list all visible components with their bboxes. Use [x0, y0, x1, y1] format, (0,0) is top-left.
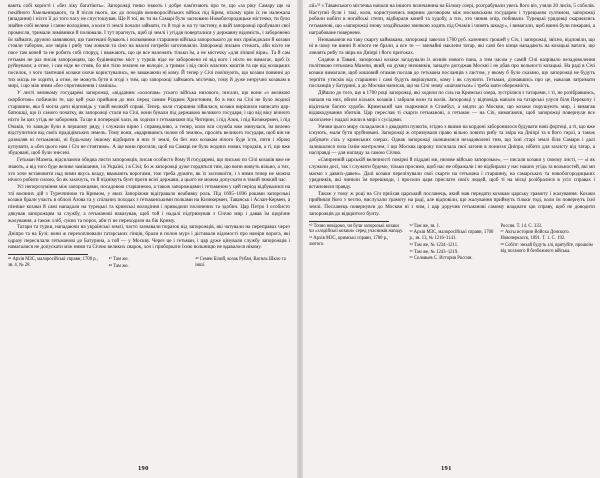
paragraph: Сидячи в Тавані, запорозькі козаки загадували із ясинів нового пана, а тим часом у самій Січі назрівало незадоволення політикою гетьмана Мазепи, який, на думку низовиків, занадто догоджав Москві і не дбав про вольності козацькі. На раді в Січі козаки вимагали, щоб кошовий отаман послав до гетьмана посланців з листом, у якому б було сказано, що запорожці не будуть терпіти утисків від старшини і самі будуть вирішувати, кому і як служити. Гетьман, дізнавшись про це, наказав затримати посланців у Батурині, а до Москви написав, що на Січі знову «шатаються» і треба мати обережність.	[309, 56, 595, 90]
footnote-column	[501, 224, 595, 264]
left-page	[0, 0, 296, 478]
footnote: ⁵¹ Архів МЗС, кримські справи, 1700 р., лютого.	[309, 236, 389, 247]
paragraph: Усі непорозуміння між запорожцями, посадовою старшиною, а також запорожцями і гетьманом у цей період відбувалися на тлі воєнних дій з Туреччиною та Кримом, у яких Запоріжжя відігравало неабияку роль. Під 1695–1696 роками запорозькі козаки брали участь в облозі Азова та у спільних походах з гетьманськими полками на Кизикермен, Таванськ і Аслан-Кермен, а пізніше козаки й самі нападали на турецькі та кримські володіння і приводили полонених та здобич. Цар Петро І особисто дякував запорожцям за службу, а гетьманові наказував, щоб той і надалі підтримував з Січчю мир і давав їм щорічне жалування, а також хліб, сукно та порох, аби ті не переходили на бік Криму.	[8, 183, 290, 224]
footnote-divider	[309, 221, 389, 222]
footnote: ⁵⁵ Там же, № 1243–1219.	[409, 249, 459, 255]
left-footnotes	[8, 257, 290, 271]
paragraph: вають собі користі і «без ліку багатіють». Запорожці тонко знають і добре пам'ятають про те, що «за ріку Самару ще за покійного Хмельницького, та й після нього, аж до походів великоросійських військ під Крим, ніхому крім їх не належала (впадання) і ніхто її до того часу не спустошував. Ще й тої, як ти на Самарі було засновано Новобогородицьке містечко, ти було знайне собі велике і ганне володіння, а коли ті землі почали займати, то й тоді ж на ту частину, в якій запорожці пробували свої промисли, тримали зимівники й полювали. І тут прагнуть, щоб ці землі і угіддя поверталися у державну відомість, і заборонено їм займати, дружно заявляючи, що тамтешні бувають і полковники старшини війська запорозького до них приїжджали й козаки стояли табором, але звірів і рибу там ловили та сіно на власні потреби заготовляли. Запорожці пильно стежать, аби ніхто не пасе там коней та не робить собі споруд, і вважають, що це все належить тільки їм, а не містечку «для ліпшої віри». Та й сам гетьман не раз писав запорожцям, що будівництво міст у турків ніде не заборонено ні від кого і ніхто не вимагає, щоб їх руйнували; а отже, і сам ніде не стояв, бо він тією землею не володіє, а тримає і від своїх власних коштів та ще від козацьких посилок, з чого тамтешні козаки охоче користувались, не заважаючи ні кому. Й тепер у Січі пов'язують, що козаки повинні до тих місць не ходити, а отже, не можуть бути в згоді з тим, що запорожці займають містечко, тому й дуже незручно козакам в мирі, і що між ними «без спротивлення і заміша».	[8, 3, 290, 90]
footnote: ⁵⁷ Акты истории Войска Донского. Новочеркасск, 1891. Т. 1. С. 192.	[500, 230, 570, 242]
page-number: 191	[441, 465, 452, 472]
paragraph: Татари та турки, нападаючи на українські землі, часто зазнавали поразок від запорожців, які чатували на переправах через Дніпро та на Бузі; вони ж перехоплювали татарських гінців, брали в полон мурз і діставали відомості про наміри ворога, які одразу пересилали гетьманові до Батурина, а той — у Москву. Через це і гетьман, і цар дуже цінували службу запорожців і намагалися не допускати між ними та Січчю великих сварок, хоч і приборкати їхню вольницю не вдавалося нікому.	[8, 224, 290, 251]
footnote: ⁵⁴ Там же, № 1234–1211.	[409, 242, 459, 248]
paragraph: «Смиренній царській величності покірні й піддані ми, низове військо запорозьке», — писали козаки у своєму листі, — «і як служили досі, так і служити будемо, тільки просимо, щоб нас не ображали і не відбирали у нас наших угідь та вольностей, які ми маємо з давніх-давен». Далі козаки перелічували свої скарги на гетьмана і старшину, на самарських та новобогородицьких урядників, які чинили їм перешкоди, і просили царя прислати своїх людей, щоб ті на місці розібралися в усіх справах і встановили правду.	[309, 157, 595, 190]
footnote: ⁵⁸ Собітг: нехай будуть злі, врятуйте, прошоїм від поганого й безбожного війська.	[500, 242, 593, 254]
footnote: ⁵³ Архів МЗС, малоросійські справи, 1700 р., зв. 13, № 1216–1141.	[409, 230, 494, 242]
footnote: ⁴⁸ Там же.	[108, 263, 129, 269]
footnote: ⁴⁶ Архів МЗС, малоросійські справи, 1700 р., зв. 4, № 28.	[8, 257, 98, 268]
paragraph: Незважаючи на таку скаргу каймакана, запорожці завезли 1700 руб. казенних грошей у Січ, і запорожці, звісно, відповіли, що ні в чому не винні й нічого не брали, а все те — звичайні наклепи татар, які самі без кінця нападають на козацькі ватаги, що ловлять рибу та звіра на Дніпрі і його притоках.	[309, 36, 595, 56]
right-body-text	[309, 3, 595, 218]
paragraph: Також у тому ж році на Січ приїхав царський посланець, який мав передати козакам царську грамоту і жалування. Козаки прийняли його з честю, вислухали грамоту на раді, але відповіли, що жалування приймуть тільки тоді, коли їм повернуть їхні землі. Посланець повернувся до Москви ні з чим, і цар доручив гетьманові самому владнати цю справу, щоб не доводити запорожців до відкритого бунту.	[309, 190, 595, 217]
paragraph: Гетьман Мазепа, відсилаючи обидва листи запорожців, писав особисто йому й государеві, що письмо по Січі козаків вже не знають, а від того буде велике замішання, і в Україні, і в Січі; бо ж запорожці дуже гордяться тим, що вони живуть вільно, а тих, хто хоче встановити над ними якусь владу, вважають ворогами, тож треба думати, як їх заспокоїти, і з ними тепер не можна нічого робити силою, бо як захочуть, то й піднімуть бунт проти всієї держави, а цього не можна допускати в такий тяжкий час.	[8, 157, 290, 184]
footnote: Россия. Т. 14. С. 333.	[500, 223, 543, 229]
page-number: 190	[138, 465, 149, 472]
paragraph: Умови цього миру складалися з двадцяти пунктів, згідно з якими на кордоні заборонялося будувати нові фортеці, а ті, що вже існують, мали бути зруйновані. Запорожці ж отримували право вільно ловити рибу та звіра на Дніпрі та в його гирлі, а також добувати сіль у кримських озерах. Однак запорожці залишилися незадоволені тим, що їхні старі землі біля Самари і далі залишалися поза їхнім контролем, і що Москва щороку посилала свої загони в пониззя Дніпра, нібито для захисту від татар, а насправді — для нагляду за самою Січчю.	[309, 123, 595, 157]
footnote: ⁵⁰ Точно невідомо, чи були запорозькі козаки чи «злодійські козаки» серед учасників нападу.	[309, 223, 404, 235]
footnote-column	[409, 224, 494, 264]
footnote: ⁵² Там же, зв. 1.	[409, 223, 441, 229]
footnote-column	[195, 257, 290, 271]
footnote: ⁵⁶ Соловьев С. История России.	[409, 256, 473, 262]
footnote: ⁴⁷ Там же.	[108, 257, 129, 263]
paragraph: Дійшло до того, що в 1700 році запорожці, які ходили по сіль на Кримські озера, зустрілися з татарами, і ті, не розібравшись, напали на них, вбили кількох козаків і забрали вози та волів. Запорожці у відповідь напали на татарські улуси біля Перекопу і відігнали багато худоби. Кримський хан скаржився в Стамбул, а звідти до Москви, що козаки порушують мир, і вимагав відшкодування збитків. Цар переслав ті скарги гетьманові, а гетьман — на Січ, вимагаючи, щоб запорожці повернули все захоплене і надалі жили в мирі з сусідами.	[309, 90, 595, 123]
footnote-column	[109, 257, 190, 271]
footnote-column	[309, 224, 403, 264]
footnote-divider	[8, 254, 88, 255]
footnote: ⁴⁹ Семен Білий, козак Рубан, Василь Шкло та інші.	[195, 257, 286, 268]
left-body-text	[8, 3, 290, 251]
right-footnotes	[309, 224, 595, 264]
right-page	[303, 0, 599, 478]
paragraph: У листі великому государеві запорожці, «відданим «холопам» усього війська низового, писали, що вони «з великою скорботою» побачили те, що цей указ прийшов до них перед самим Різдвом Христовим, бо в них на Січі не було жодної старшини, яка б могла дати відповідь у такій великій справі. Тепер, коли старшина зійшлася, козаки вирішили написати цар-батюшці, що із самого початку, як запорожці стали на Січі, вони бували під державою великого государя, і що від віку вічного ніхто їм цих угідь не забороняв. Та ще в попередні часи, як ходили з гетьманами під Чигирин, і під Азов, і під Кизикермен, і під Очаків, то завжди були в першому ряду, і служили вірно і справедливо, а тепер, коли вся служба вже минулася, їм велено відступитися від своїх прадідівських земель. Тому вони, «вдарившись чолом об землю», просять великого государя, щоб він не дозволяв ні гетьманові, ні будь-кому іншому відбирати в них ті землі, бо без них козакам нічого буде їсти, пити і зброю купувати, а «без цього нам і Січ не стоятиме». А ще вони просили, щоб на Самарі не було жодних нових городків, а ті, що вже збудовані, щоб були знесені.	[8, 90, 290, 157]
paragraph: лії»⁵² з Таванського містечка напали на іншого ясинчанина на Білому озері, розграбували увесь його віз, узяли 20 лисів, 5 соболів. Наступні були і такі, коли, користуючись мирним договором між московським государем і турецьким султаном, запорожці робили набіги в ногайські степи, відбирали коней та худобу, а тих, хто чинив опір, побивали. Турецькі урядовці скаржились гетьманові, що «запорожці знову злодійською звичкою ходять під Очаків і чинять шкоду», і вимагали, щоб винні були покарані, а награбоване повернене.	[309, 3, 595, 36]
footnote-column	[8, 257, 103, 271]
